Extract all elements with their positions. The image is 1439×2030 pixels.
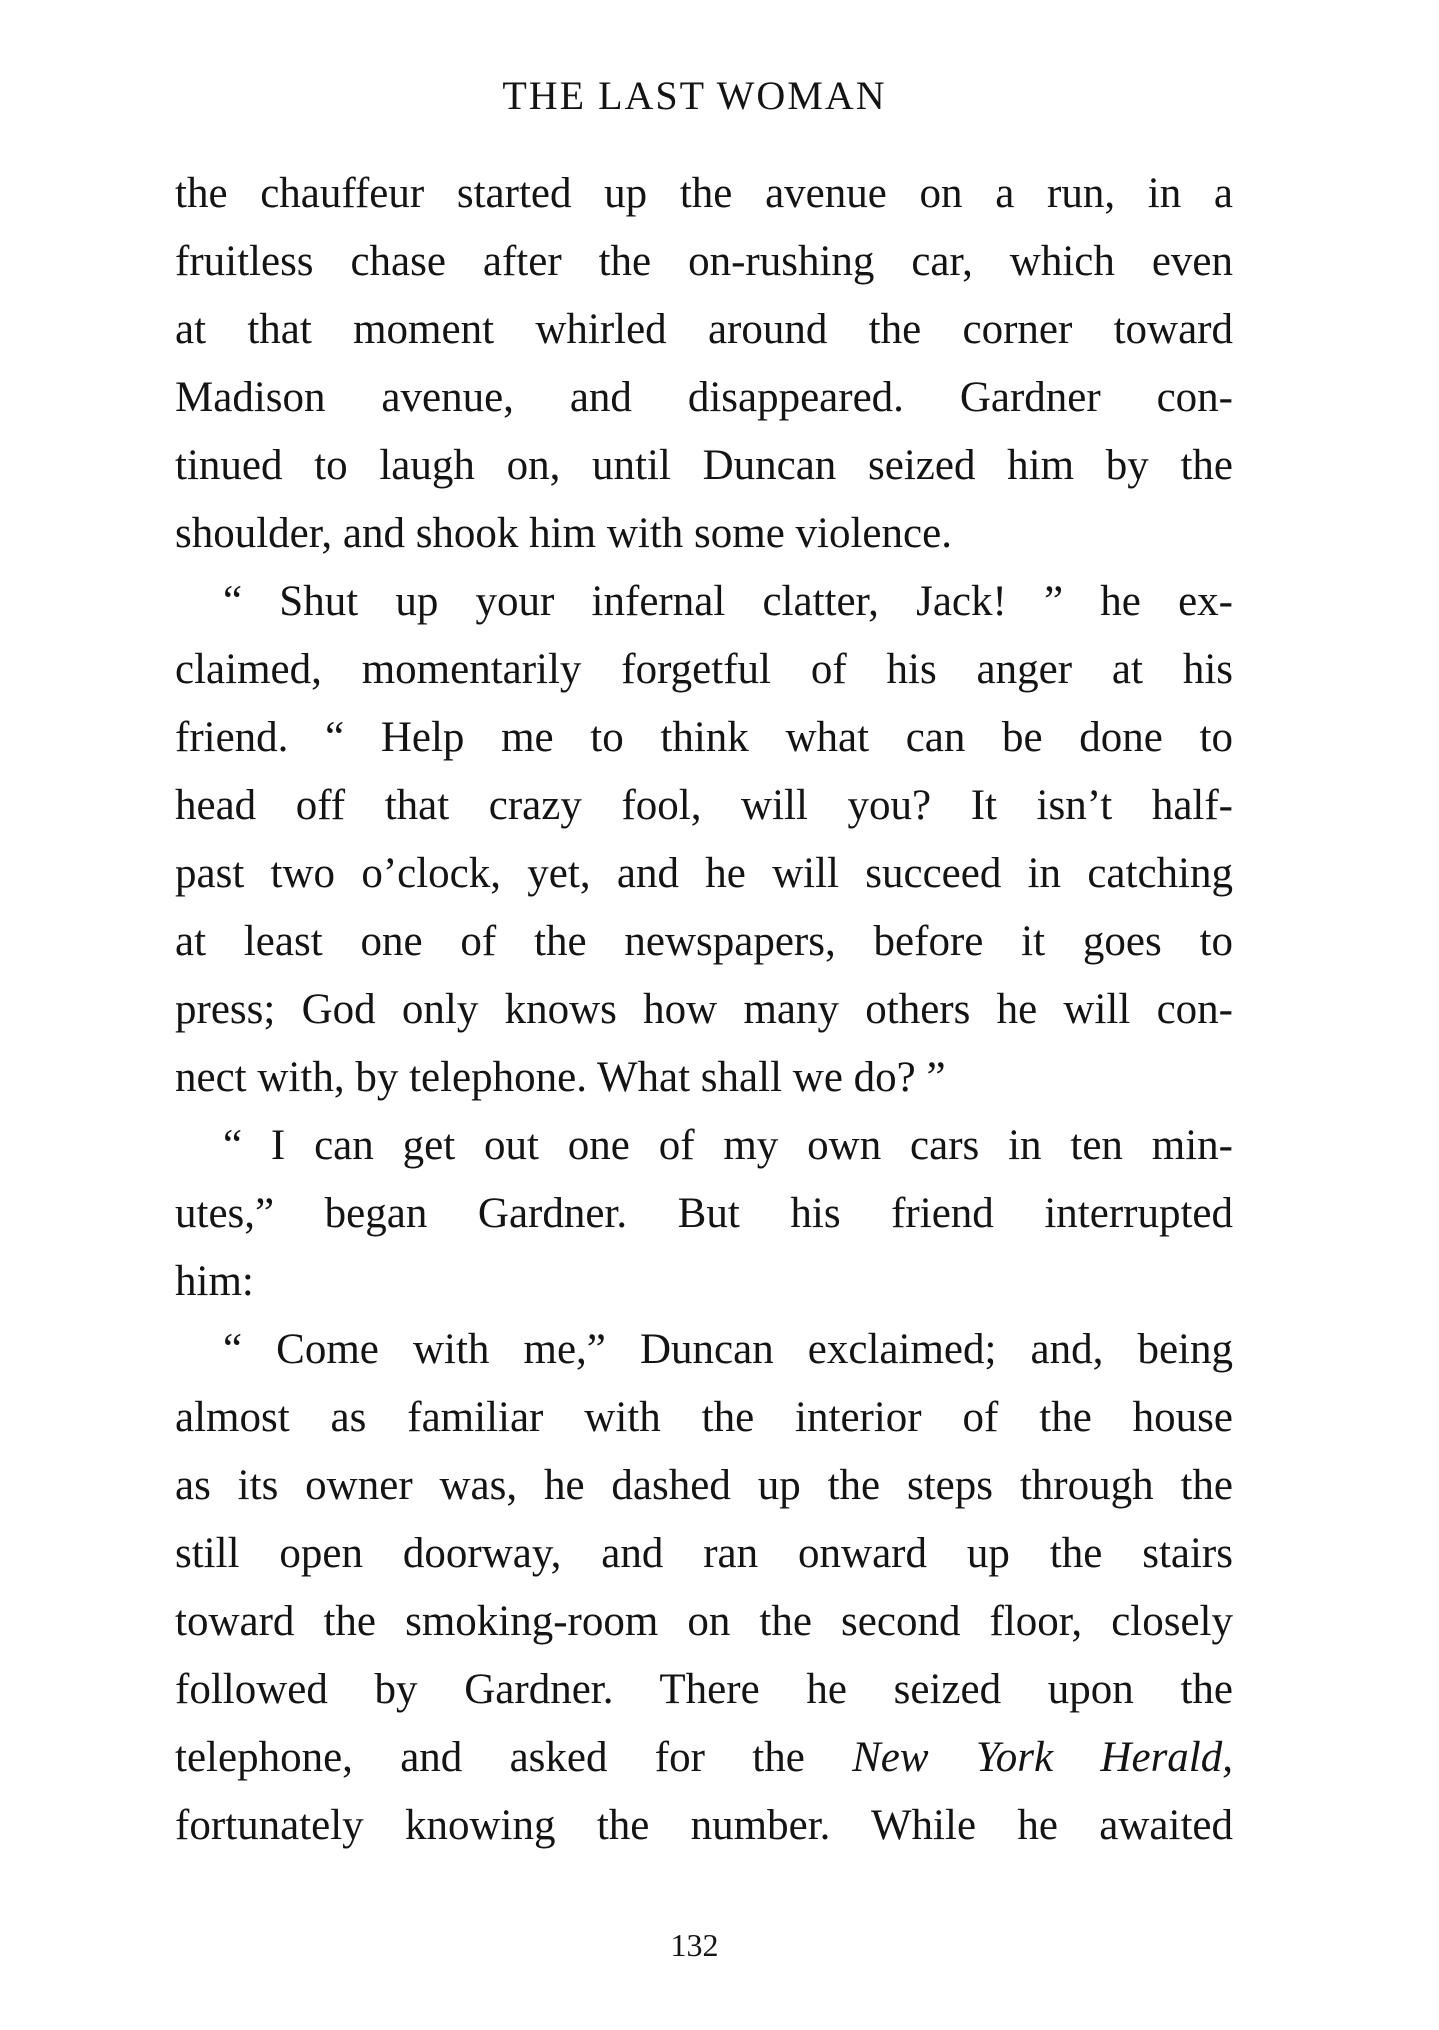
text-line: Madison avenue, and disappeared. Gardner con- [175,374,1233,421]
text-line: fortunately knowing the number. While he awaited [175,1802,1233,1849]
text-line: friend. “ Help me to think what can be done to [175,714,1233,761]
text-line: shoulder, and shook him with some violence. [175,510,952,557]
text-line: utes,” began Gardner. But his friend interrupted [175,1190,1233,1237]
text-line: at least one of the newspapers, before it goes to [175,918,1233,965]
text-line: past two o’clock, yet, and he will succeed in catching [175,850,1233,897]
text-line: “ I can get out one of my own cars in ten min- [223,1122,1233,1169]
text-line: “ Come with me,” Duncan exclaimed; and, being [223,1326,1233,1373]
text-segment: telephone, and asked for the [175,1734,853,1781]
text-line: toward the smoking-room on the second floor, closely [175,1598,1233,1645]
text-line: nect with, by telephone. What shall we do? ” [175,1054,946,1101]
text-line: press; God only knows how many others he will con- [175,986,1233,1033]
text-line: almost as familiar with the interior of the house [175,1394,1233,1441]
text-line: tinued to laugh on, until Duncan seized him by the [175,442,1233,489]
text-line-with-title [175,1724,1233,1792]
text-line: still open doorway, and ran onward up the stairs [175,1530,1233,1577]
running-head: THE LAST WOMAN [502,73,887,118]
text-line: at that moment whirled around the corner toward [175,306,1233,353]
text-line: followed by Gardner. There he seized upon the [175,1666,1233,1713]
italic-title: New York Herald, [852,1734,1234,1781]
page-number: 132 [670,1927,719,1963]
text-line: head off that crazy fool, will you? It isn’t half- [175,782,1233,829]
text-line: him: [175,1258,254,1305]
text-line: fruitless chase after the on-rushing car, which even [175,238,1233,285]
text-line: “ Shut up your infernal clatter, Jack! ” he ex- [223,578,1233,625]
body-text [175,160,1233,1860]
text-line: the chauffeur started up the avenue on a run, in a [175,170,1233,217]
text-line: as its owner was, he dashed up the steps through the [175,1462,1233,1509]
text-line: claimed, momentarily forgetful of his anger at his [175,646,1233,693]
